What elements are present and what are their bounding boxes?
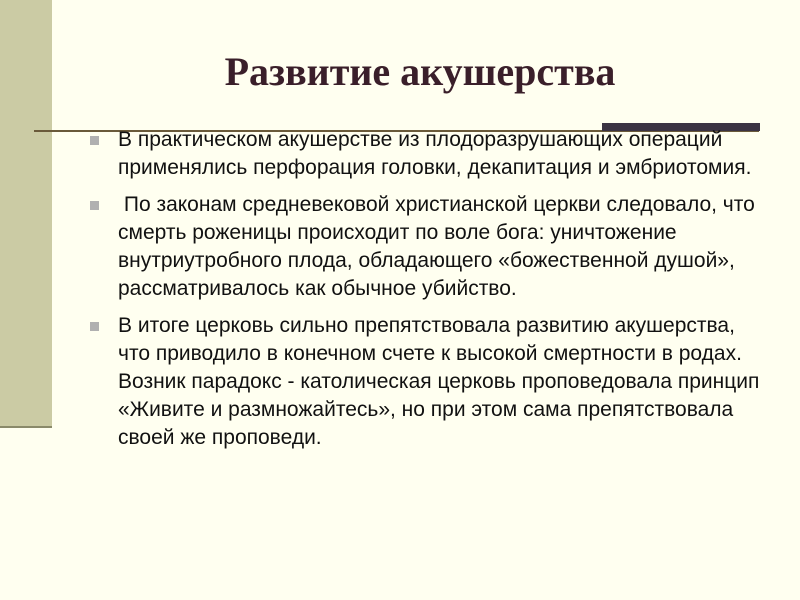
left-bar-bottom-line [0,426,52,428]
bullet-list [90,126,770,461]
bullet-text: В практическом акушерстве из плодоразрушающих операций применялись перфорация головки, декапитация и эмбриотомия. [118,128,752,179]
bullet-text: В итоге церковь сильно препятствовала развитию акушерства, что приводило в конечном счете к высокой смертности в родах. Возник парадокс - католическая церковь проповедовала принцип «Живите и размножайтесь», но при этом сама препятствовала своей же проповеди. [118,314,766,449]
square-bullet-icon [90,201,99,210]
bullet-item [90,126,770,182]
bullet-item [90,191,770,303]
bullet-item [90,312,770,452]
square-bullet-icon [90,322,99,331]
square-bullet-icon [90,136,99,145]
bullet-text: По законам средневековой христианской церкви следовало, что смерть роженицы происходит по воле бога: уничтожение внутриутробного плода, обладающего «божественной душой», рассматривалось как обычное убийство. [118,193,761,300]
slide-title: Развитие акушерства [224,49,616,94]
